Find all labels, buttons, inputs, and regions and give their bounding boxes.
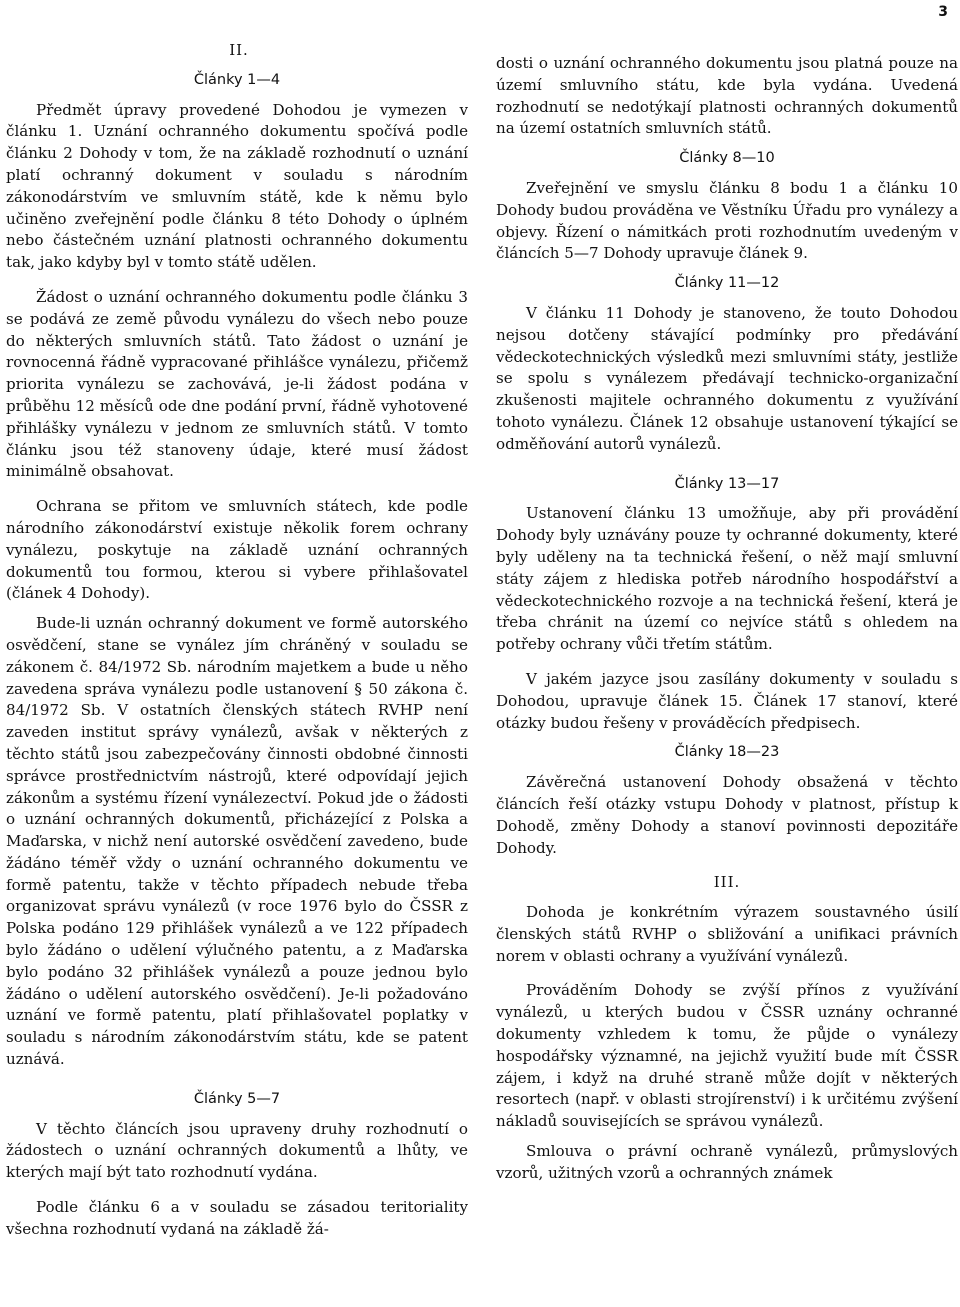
paragraph: Bude-li uznán ochranný dokument ve formě autorského osvědčení, stane se vynález jím chráněný v souladu se zákonem č. 84/1972 Sb. národním majetkem a bude u něho zavedena správa vynálezu podle ustanovení § 50 zákona č. 84/1972 Sb. V ostatních členských státech RVHP není zaveden institut správy vynálezů, avšak v některých z těchto států jsou zabezpečovány činnosti obdobné činnosti správce prostřednictvím nástrojů, které odpovídají jejich zákonům a systému řízení vynálezectví. Pokud jde o žádosti o uznání ochranných dokumentů, přicházející z Polska a Maďarska, v nichž není autorské osvědčení zavedeno, bude žádáno téměř vždy o uznání ochranného dokumentu ve formě patentu, takže v těchto případech nebude třeba organizovat správu vynálezů (v roce 1976 bylo do ČSSR z Polska podáno 129 přihlášek vynálezů a ve 122 případech bylo žádáno o udělení výlučného patentu, a z Maďarska bylo podáno 32 přihlášek vynálezů a pouze jednou bylo žádáno o udělení autorského osvědčení). Je-li požadováno uznání ve formě patentu, platí přihlašovatel poplatky v souladu s národním zákonodárstvím státu, kde se patent uznává. xyxy=(6,614,468,1069)
page-number: 3 xyxy=(938,4,948,20)
paragraph: V článku 11 Dohody je stanoveno, že touto Dohodou nejsou dotčeny stávající podmínky pro předávání vědeckotechnických výsledků mezi smluvními státy, jestliže se spolu s vynálezem předávají technicko-organizační zkušenosti majitele ochranného dokumentu z využívání tohoto vynálezu. Článek 12 obsahuje ustanovení týkající se odměňování autorů vynálezů. xyxy=(496,303,958,453)
paragraph: V jakém jazyce jsou zasílány dokumenty v souladu s Dohodou, upravuje článek 15. Článek 17 stanoví, které otázky budou řešeny v prováděcích předpisech. xyxy=(496,669,958,732)
section-heading-iii: III. xyxy=(713,873,741,892)
left-column xyxy=(6,40,468,1241)
heading-articles-18-23: Články 18—23 xyxy=(674,744,780,761)
heading-articles-11-12: Články 11—12 xyxy=(674,275,780,292)
paragraph: Závěrečná ustanovení Dohody obsažená v těchto článcích řeší otázky vstupu Dohody v platnost, přístup k Dohodě, změny Dohody a stanoví povinnosti depozitáře Dohody. xyxy=(496,773,958,857)
right-column xyxy=(496,53,958,1185)
paragraph: V těchto článcích jsou upraveny druhy rozhodnutí o žádostech o uznání ochranných dokumentů a lhůty, ve kterých mají být tato rozhodnutí vydána. xyxy=(6,1119,468,1182)
paragraph: Prováděním Dohody se zvýší přínos z využívání vynálezů, u kterých budou v ČSSR uznány ochranné dokumenty vzhledem k tomu, že půjde o vynálezy hospodářsky významné, na jejichž využití bude mít ČSSR zájem, i když na druhé straně může dojít v některých resortech (např. v oblasti strojírenství) i k určitému zvýšení nákladů souvisejících se správou vynálezů. xyxy=(496,981,958,1131)
heading-articles-13-17: Články 13—17 xyxy=(674,475,780,492)
paragraph: Zveřejnění ve smyslu článku 8 bodu 1 a článku 10 Dohody budou prováděna ve Věstníku Úřadu pro vynálezy a objevy. Řízení o námitkách proti rozhodnutím uvedeným v článcích 5—7 Dohody upravuje článek 9. xyxy=(496,178,958,263)
section-heading-ii: II. xyxy=(229,41,249,59)
paragraph: Smlouva o právní ochraně vynálezů, průmyslových vzorů, užitných vzorů a ochranných známek xyxy=(496,1142,958,1182)
paragraph: Ochrana se přitom ve smluvních státech, kde podle národního zákonodárství existuje několik forem ochrany vynálezu, poskytuje na základě uznání ochranných dokumentů tou formou, kterou si vybere přihlašovatel (článek 4 Dohody). xyxy=(6,497,468,603)
paragraph: Ustanovení článku 13 umožňuje, aby při provádění Dohody byly uznávány pouze ty ochranné dokumenty, které byly uděleny na ta technická řešení, o něž mají smluvní státy zájem z hlediska potřeb národního hospodářství a vědeckotechnického rozvoje a na technická řešení, která je třeba chránit na území co nejvíce států s ohledem na potřeby ochrany vůči třetím státům. xyxy=(496,504,958,654)
heading-articles-1-4: Články 1—4 xyxy=(193,71,281,88)
paragraph: Předmět úpravy provedené Dohodou je vymezen v článku 1. Uznání ochranného dokumentu spočívá podle článku 2 Dohody v tom, že na základě rozhodnutí o uznání platí ochranný dokument v souladu s národním zákonodárstvím ve smluvním státě, kde k němu bylo učiněno zveřejnění podle článku 8 této Dohody o úplném nebo částečném uznání platnosti ochranného dokumentu tak, jako kdyby byl v tomto státě udělen. xyxy=(6,100,468,272)
paragraph: Dohoda je konkrétním výrazem soustavného úsilí členských států RVHP o sbližování a unifikaci právních norem v oblasti ochrany a využívání vynálezů. xyxy=(496,903,958,965)
paragraph: dosti o uznání ochranného dokumentu jsou platná pouze na území smluvního státu, kde byla vydána. Uvedená rozhodnutí se nedotýkají platnosti ochranných dokumentů na území ostatních smluvních států. xyxy=(496,54,958,138)
paragraph: Žádost o uznání ochranného dokumentu podle článku 3 se podává ze země původu vynálezu do všech nebo pouze do některých smluvních států. Tato žádost o uznání je rovnocenná řádně vypracované přihlášce vynálezu, přičemž priorita vynálezu se zachovává, je-li žádost podána v průběhu 12 měsíců ode dne podání první, řádně vyhotovené přihlášky vynálezu v jednom ze smluvních států. V tomto článku jsou též stanoveny údaje, které musí žádost minimálně obsahovat. xyxy=(6,287,468,481)
heading-articles-8-10: Články 8—10 xyxy=(679,150,775,167)
heading-articles-5-7: Články 5—7 xyxy=(193,1090,281,1107)
paragraph: Podle článku 6 a v souladu se zásadou teritoriality všechna rozhodnutí vydaná na základě žá- xyxy=(6,1198,468,1238)
